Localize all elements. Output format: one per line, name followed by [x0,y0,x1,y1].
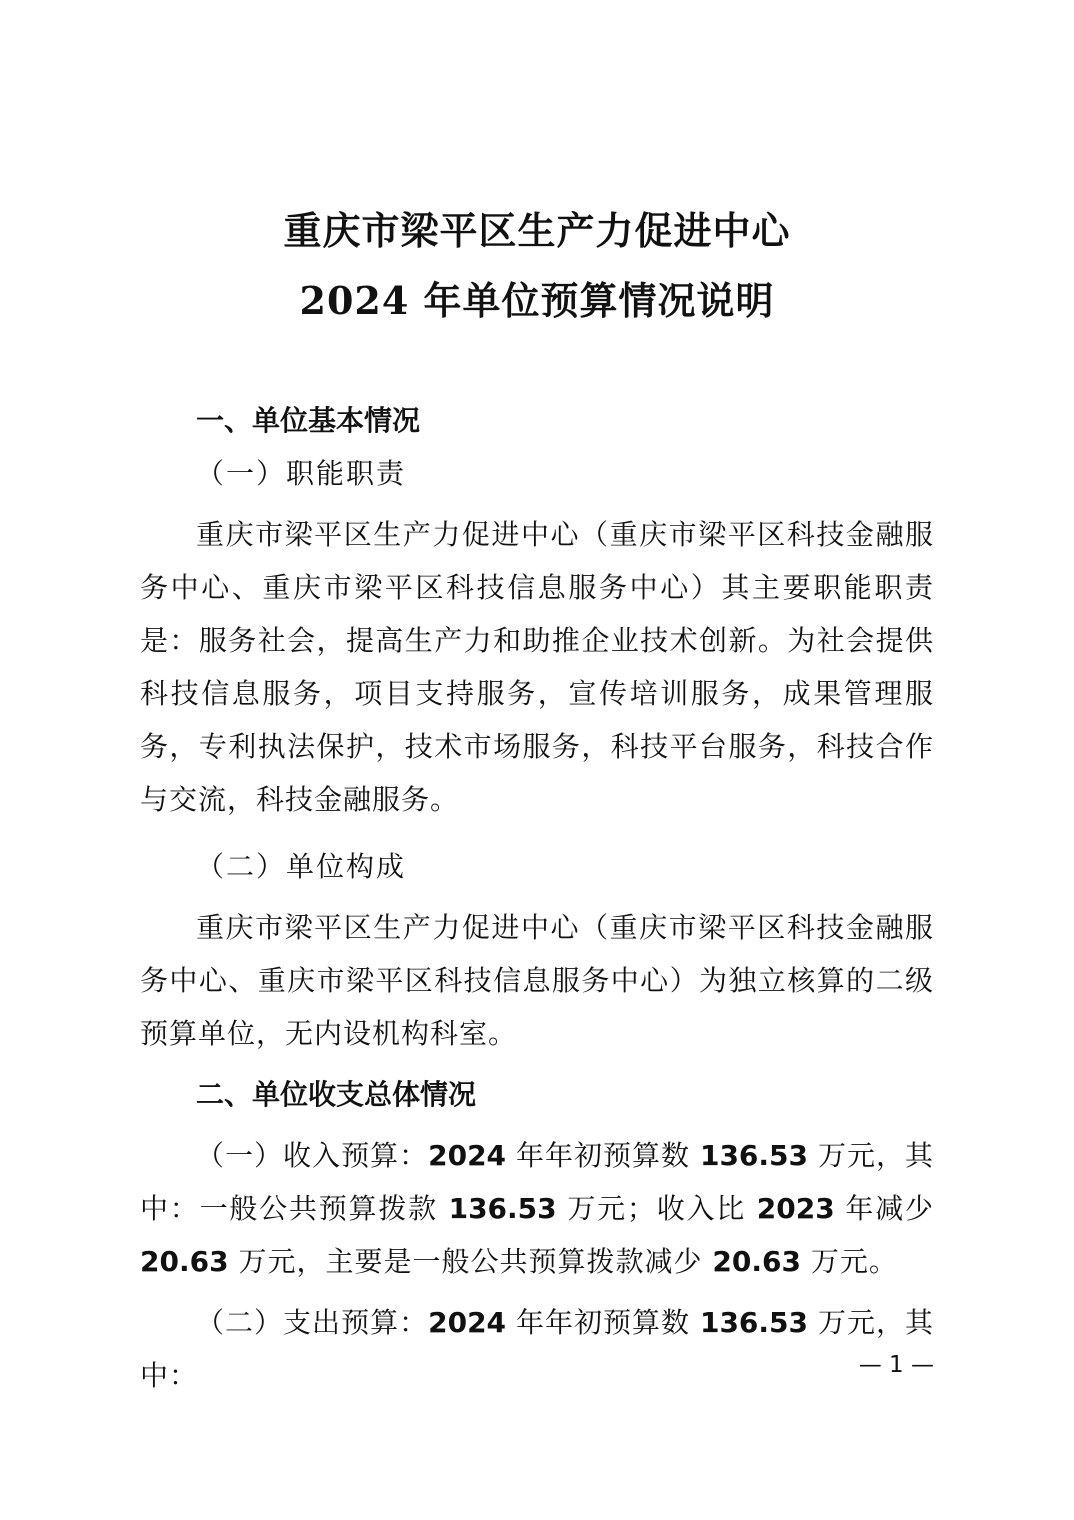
document-title [140,196,934,336]
income-text-3: 万元，其中：一般公共预算拨款 [140,1139,934,1225]
income-text-4: 万元；收入比 [556,1192,757,1225]
sub-heading-composition: （二）单位构成 [196,850,407,883]
expense-text-2: 年年初预算数 [506,1306,700,1339]
income-decrease-1: 20.63 [140,1245,229,1278]
expense-year-1: 2024 [428,1306,507,1339]
spacer [140,826,934,840]
section-heading-overview: 二、单位收支总体情况 [196,1078,477,1111]
duties-paragraph: 重庆市梁平区生产力促进中心（重庆市梁平区科技金融服务中心、重庆市梁平区科技信息服务中心）其主要职能职责是：服务社会，提高生产力和助推企业技术创新。为社会提供科技信息服务，项目支持服务，宣传培训服务，成果管理服务，专利执法保护，技术市场服务，科技平台服务，科技合作与交流，科技金融服务。 [140,518,934,816]
expense-text-1: （二）支出预算： [196,1306,429,1339]
composition-paragraph: 重庆市梁平区生产力促进中心（重庆市梁平区科技金融服务中心、重庆市梁平区科技信息服务中心）为独立核算的二级预算单位，无内设机构科室。 [140,911,934,1050]
income-amount-2: 136.53 [448,1192,557,1225]
income-year-2: 2023 [756,1192,835,1225]
sub-heading-duties: （一）职能职责 [196,457,407,490]
expense-budget-paragraph [140,1296,934,1402]
expense-amount-1: 136.53 [699,1306,809,1339]
income-text-2: 年年初预算数 [506,1139,700,1172]
income-text-5: 年减少 [834,1192,934,1225]
income-amount-1: 136.53 [699,1139,809,1172]
page-number: — 1 — [858,1352,934,1378]
income-text-7: 万元。 [800,1245,898,1278]
spacer [140,1121,934,1129]
spacer [140,1060,934,1068]
income-text-6: 万元，主要是一般公共预算拨款减少 [228,1245,713,1278]
income-budget-paragraph [140,1129,934,1288]
expense-text-3: 万元，其中： [140,1306,934,1392]
spacer [140,1288,934,1296]
document-title-line1: 重庆市梁平区生产力促进中心 [283,208,791,253]
income-decrease-2: 20.63 [712,1245,801,1278]
document-title-line2: 2024 年单位预算情况说明 [299,278,775,323]
spacer [140,893,934,901]
income-text-1: （一）收入预算： [196,1139,429,1172]
income-year-1: 2024 [428,1139,507,1172]
spacer [140,500,934,508]
section-heading-basic-info: 一、单位基本情况 [196,404,421,437]
